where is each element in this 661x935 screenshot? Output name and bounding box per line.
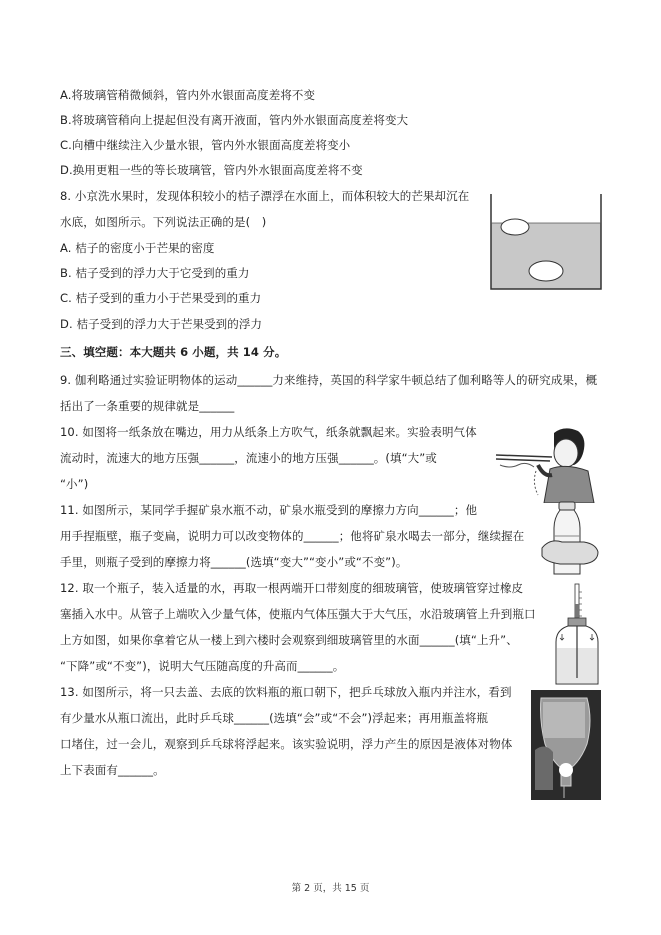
q8-stem-cont: 水底，如图所示。下列说法正确的是( ) xyxy=(60,215,267,229)
q8-option-b: B. 桔子受到的浮力大于它受到的重力 xyxy=(60,266,250,280)
paper-strip xyxy=(496,455,552,457)
q10-line2: 流动时，流速大的地方压强______，流速小的地方压强______。(填“大”或 xyxy=(60,451,437,465)
hand-icon xyxy=(535,746,553,790)
q8-stem: 8. 小京洗水果时，发现体积较小的桔子漂浮在水面上，而体积较大的芒果却沉在 xyxy=(60,189,470,203)
q8-option-a: A. 桔子的密度小于芒果的密度 xyxy=(60,241,215,255)
q13-line3: 口堵住，过一会儿，观察到乒乓球将浮起来。该实验说明，浮力产生的原因是液体对物体 xyxy=(60,737,513,751)
q13-line2: 有少量水从瓶口流出，此时乒乓球______(选填“会”或“不会”)浮起来；再用瓶盖将瓶 xyxy=(60,711,489,725)
orange-icon xyxy=(501,219,529,235)
shirt xyxy=(544,466,594,503)
q12-line1: 12. 取一个瓶子，装入适量的水，再取一根两端开口带刻度的细玻璃管，使玻璃管穿过橡皮 xyxy=(60,581,524,595)
q7-option-c: C.向槽中继续注入少量水银，管内外水银面高度差将变小 xyxy=(60,138,351,152)
q7-option-b: B.将玻璃管稍向上提起但没有离开液面，管内外水银面高度差将变大 xyxy=(60,113,409,127)
q7-option-a: A.将玻璃管稍微倾斜，管内外水银面高度差将不变 xyxy=(60,88,316,102)
q11-line1: 11. 如图所示，某同学手握矿泉水瓶不动，矿泉水瓶受到的摩擦力方向______；他 xyxy=(60,503,478,517)
boy-blowing-figure xyxy=(492,425,602,503)
ping-pong-ball-icon xyxy=(559,763,573,777)
rubber-stopper xyxy=(568,618,586,626)
section-title: 三、填空题：本大题共 6 小题，共 14 分。 xyxy=(60,345,287,359)
face xyxy=(554,439,578,467)
bottle-cap xyxy=(559,502,575,510)
hand-icon xyxy=(542,541,598,564)
tank-figure xyxy=(490,193,602,291)
q12-line2: 塞插入水中。从管子上端吹入少量气体，使瓶内气体压强大于大气压，水沿玻璃管上升到瓶口 xyxy=(60,607,536,621)
mango-icon xyxy=(529,261,563,281)
q8-option-d: D. 桔子受到的浮力大于芒果受到的浮力 xyxy=(60,317,263,331)
q11-line3: 手里，则瓶子受到的摩擦力将______(选填“变大”“变小”或“不变”)。 xyxy=(60,555,408,569)
q10-line1: 10. 如图将一纸条放在嘴边，用力从纸条上方吹气，纸条就飘起来。实验表明气体 xyxy=(60,425,477,439)
q13-line1: 13. 如图所示，将一只去盖、去底的饮料瓶的瓶口朝下，把乒乓球放入瓶内并注水，看到 xyxy=(60,685,512,699)
q8-option-c: C. 桔子受到的重力小于芒果受到的重力 xyxy=(60,291,262,305)
q13-line4: 上下表面有______。 xyxy=(60,763,165,777)
tube-bottle-figure xyxy=(552,582,602,688)
q12-line4: “下降”或“不变”)，说明大气压随高度的升高而______。 xyxy=(60,659,345,673)
page-number: 第 2 页，共 15 页 xyxy=(291,883,370,894)
q11-line2: 用手捏瓶壁，瓶子变扁，说明力可以改变物体的______；他将矿泉水喝去一部分，继续握在 xyxy=(60,529,525,543)
inverted-bottle-photo xyxy=(531,690,601,800)
q7-option-d: D.换用更粗一些的等长玻璃管，管内外水银面高度差将不变 xyxy=(60,163,363,177)
q9-line2: 括出了一条重要的规律就是______ xyxy=(60,399,235,413)
q10-line3: “小”) xyxy=(60,477,89,491)
bottle-in-hand-figure xyxy=(540,500,602,578)
q9-line1: 9. 伽利略通过实验证明物体的运动______力来维持，英国的科学家牛顿总结了伽利略等人的研究成果，概 xyxy=(60,373,598,387)
q12-line3: 上方如图，如果你拿着它从一楼上到六楼时会观察到细玻璃管里的水面______(填“上升”、 xyxy=(60,633,518,647)
